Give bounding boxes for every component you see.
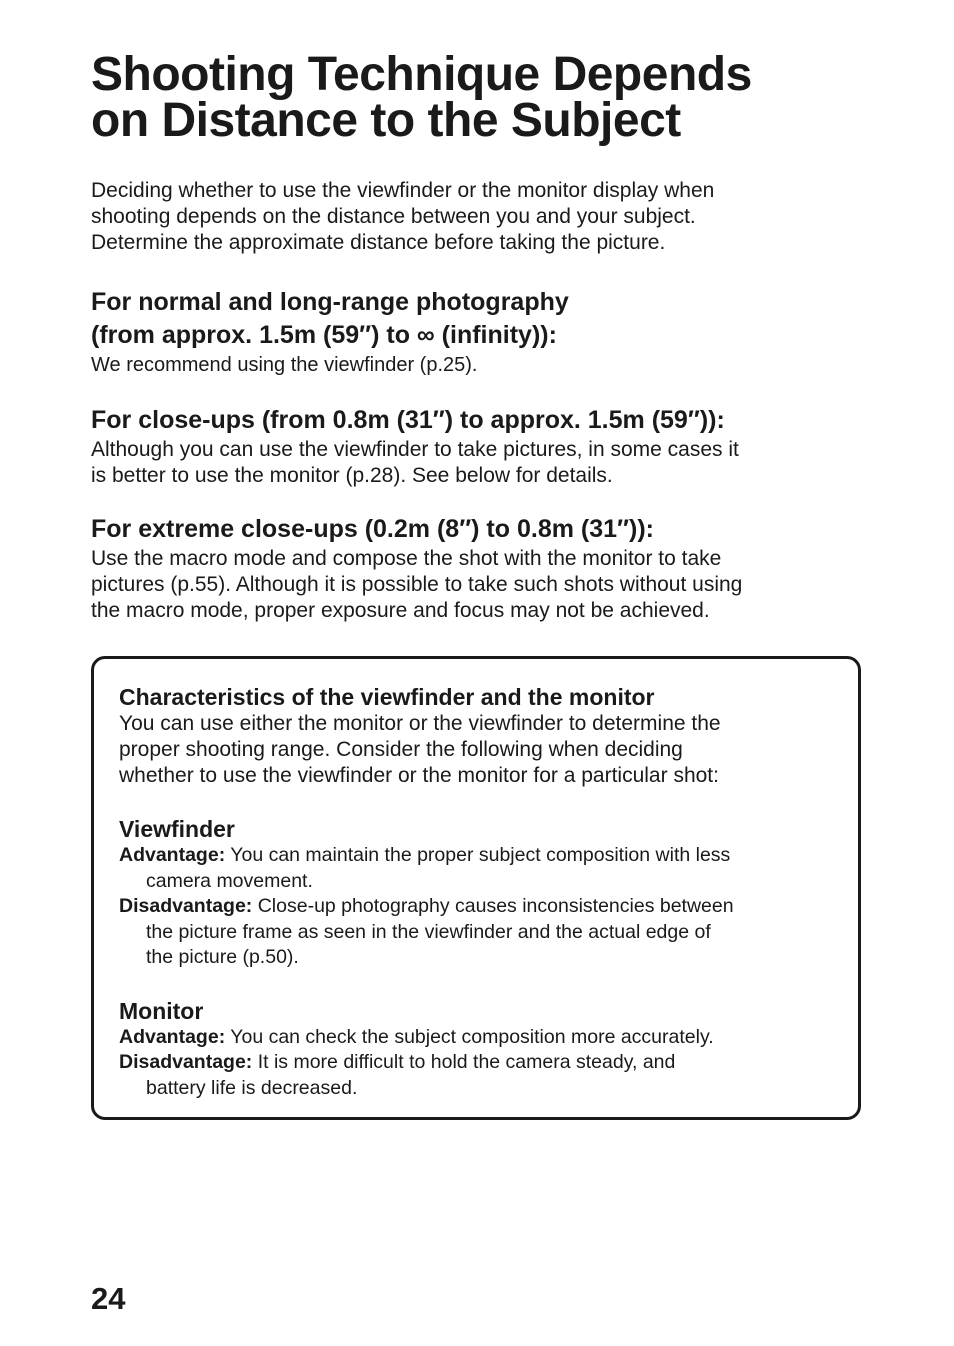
box-title: Characteristics of the viewfinder and the monitor (119, 684, 655, 710)
page-title (91, 48, 866, 147)
section-body (91, 546, 866, 624)
disadvantage-text-cont: battery life is decreased. (146, 1076, 358, 1099)
section-heading (91, 286, 866, 352)
section-heading-line: (from approx. 1.5m (59″) to ∞ (infinity)): (91, 321, 557, 349)
advantage-label: Advantage: (119, 1025, 226, 1048)
viewfinder-disadvantage (119, 894, 839, 971)
section-heading-line: For close-ups (from 0.8m (31″) to approx. 1.5m (59″)): (91, 406, 725, 434)
section-body (91, 352, 866, 378)
section-normal-long-range (91, 286, 866, 378)
section-body-line: the macro mode, proper exposure and focus may not be achieved. (91, 599, 710, 622)
section-body-line: pictures (p.55). Although it is possible to take such shots without using (91, 573, 743, 596)
section-close-ups (91, 404, 866, 489)
advantage-text: You can check the subject composition more accurately. (225, 1025, 714, 1048)
intro-line: shooting depends on the distance between you and your subject. (91, 205, 696, 228)
section-body-line: is better to use the monitor (p.28). See below for details. (91, 464, 613, 487)
box-intro-line: You can use either the monitor or the viewfinder to determine the (119, 712, 721, 735)
section-heading (91, 404, 866, 437)
intro-paragraph (91, 178, 866, 256)
intro-line: Determine the approximate distance before taking the picture. (91, 231, 666, 254)
viewfinder-heading: Viewfinder (119, 816, 235, 842)
page-title-line-2: on Distance to the Subject (91, 94, 681, 147)
box-intro (119, 711, 839, 789)
advantage-label: Advantage: (119, 844, 226, 866)
disadvantage-text-cont: the picture (p.50). (146, 946, 299, 968)
advantage-text-cont: camera movement. (146, 869, 313, 892)
viewfinder-advantage (119, 843, 839, 894)
monitor-advantage (119, 1025, 839, 1051)
section-heading (91, 513, 866, 546)
page-title-line-1: Shooting Technique Depends (91, 48, 752, 101)
disadvantage-text: Close-up photography causes inconsistencies between (252, 895, 734, 917)
box-intro-line: whether to use the viewfinder or the monitor for a particular shot: (119, 764, 719, 787)
monitor-heading: Monitor (119, 997, 204, 1024)
box-intro-line: proper shooting range. Consider the following when deciding (119, 738, 683, 761)
section-heading-line: For extreme close-ups (0.2m (8″) to 0.8m (31″)): (91, 515, 654, 543)
characteristics-box (91, 656, 861, 1120)
section-body-line: Use the macro mode and compose the shot with the monitor to take (91, 547, 722, 570)
section-extreme-close-ups (91, 513, 866, 624)
section-body-line: Although you can use the viewfinder to take pictures, in some cases it (91, 438, 739, 461)
disadvantage-label: Disadvantage: (119, 895, 253, 917)
page-number: 24 (91, 1281, 126, 1316)
advantage-text: You can maintain the proper subject composition with less (225, 844, 731, 866)
intro-line: Deciding whether to use the viewfinder or the monitor display when (91, 179, 715, 202)
section-body (91, 437, 866, 489)
disadvantage-text-cont: the picture frame as seen in the viewfinder and the actual edge of (146, 920, 711, 943)
monitor-disadvantage (119, 1050, 839, 1101)
disadvantage-label: Disadvantage: (119, 1051, 253, 1073)
disadvantage-text: It is more difficult to hold the camera steady, and (252, 1051, 676, 1073)
characteristics-box-content (119, 683, 839, 1101)
section-body-line: We recommend using the viewfinder (p.25). (91, 354, 478, 376)
page-content (91, 48, 866, 624)
section-heading-line: For normal and long-range photography (91, 288, 569, 316)
